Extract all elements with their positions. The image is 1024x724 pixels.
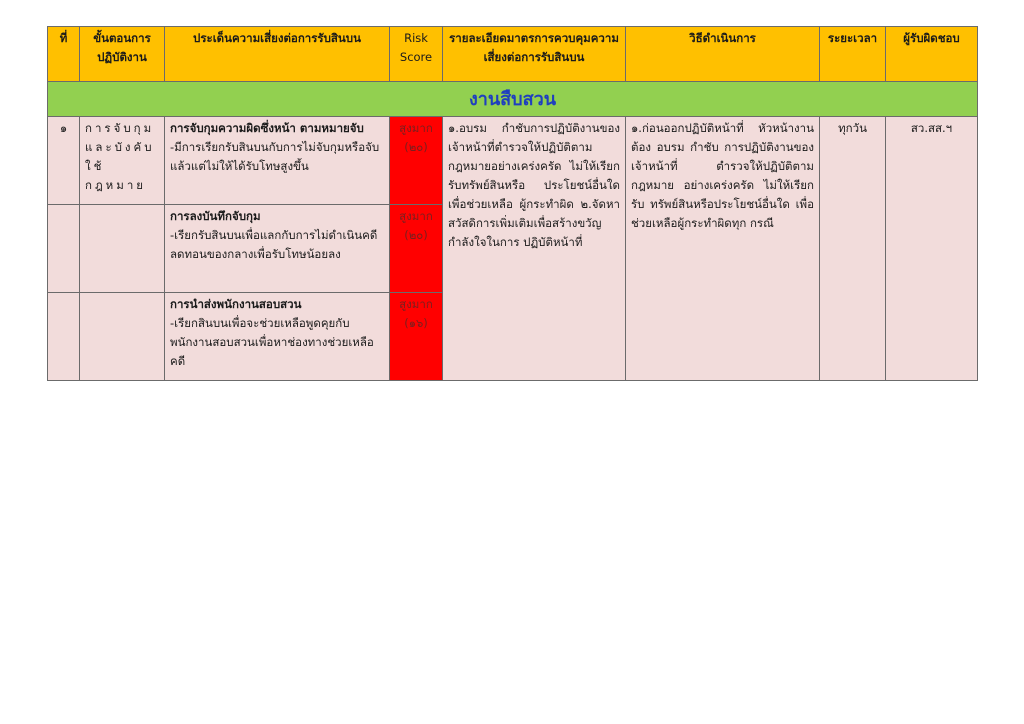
table-row [48,117,978,205]
risk-table [47,26,978,381]
header-method: วิธีดำเนินการ [626,27,820,82]
risk-score: สูงมาก (๒๐) [390,117,443,205]
header-period: ระยะเวลา [820,27,886,82]
risk-issue-description: -เรียกสินบนเพื่อจะช่วยเหลือพูดคุยกับพนักงานสอบสวนเพื่อหาช่องทางช่วยเหลือคดี [170,316,374,368]
risk-score: สูงมาก (๒๐) [390,205,443,293]
table-header [48,27,978,82]
risk-issue-cell [165,205,390,293]
risk-issue-description: -มีการเรียกรับสินบนกับการไม่จับกุมหรือจับแล้วแต่ไม่ให้ได้รับโทษสูงขึ้น [170,140,380,173]
header-step: ขั้นตอนการปฏิบัติงาน [80,27,165,82]
header-control: รายละเอียดมาตรการควบคุมความเสี่ยงต่อการรับสินบน [443,27,626,82]
header-risk-score: Risk Score [390,27,443,82]
implementation-method: ๑.ก่อนออกปฏิบัติหน้าที่ หัวหน้างาน ต้อง อบรม กำชับ การปฏิบัติงานของ เจ้าหน้าที่ ตำรวจให้ปฏิบัติตาม กฎหมาย อย่างเคร่งครัด ไม่ให้เรียก รับ ทรัพย์สินหรือประโยชน์อื่นใด เพื่อ ช่วยเหลือผู้กระทำผิดทุก กรณี [626,117,820,381]
header-issue: ประเด็นความเสี่ยงต่อการรับสินบน [165,27,390,82]
row-step: การจับกุมและบังคับใช้กฎหมาย [80,117,165,205]
row-step [80,205,165,293]
time-period: ทุกวัน [820,117,886,381]
section-row [48,82,978,117]
row-number [48,205,80,293]
risk-issue-title: การจับกุมความผิดซึ่งหน้า ตามหมายจับ [170,121,364,135]
responsible-party: สว.สส.ฯ [886,117,978,381]
risk-issue-title: การนำส่งพนักงานสอบสวน [170,297,302,311]
row-number [48,293,80,381]
row-step [80,293,165,381]
risk-score: สูงมาก (๑๖) [390,293,443,381]
risk-issue-cell [165,293,390,381]
risk-issue-description: -เรียกรับสินบนเพื่อแลกกับการไม่ดำเนินคดี ลดทอนของกลางเพื่อรับโทษน้อยลง [170,228,378,261]
control-measures: ๑.อบรม กำชับการปฏิบัติงานของเจ้าหน้าที่ตำรวจให้ปฏิบัติตามกฎหมายอย่างเคร่งครัด ไม่ให้เรียกรับทรัพย์สินหรือ ประโยชน์อื่นใดเพื่อช่วยเหลือ ผู้กระทำผิด ๒.จัดหาสวัสดิการเพิ่มเติมเพื่อสร้างขวัญกำลังใจในการ ปฏิบัติหน้าที่ [443,117,626,381]
header-no: ที่ [48,27,80,82]
header-owner: ผู้รับผิดชอบ [886,27,978,82]
section-title: งานสืบสวน [48,82,978,117]
risk-issue-cell [165,117,390,205]
row-number: ๑ [48,117,80,205]
risk-issue-title: การลงบันทึกจับกุม [170,209,261,223]
